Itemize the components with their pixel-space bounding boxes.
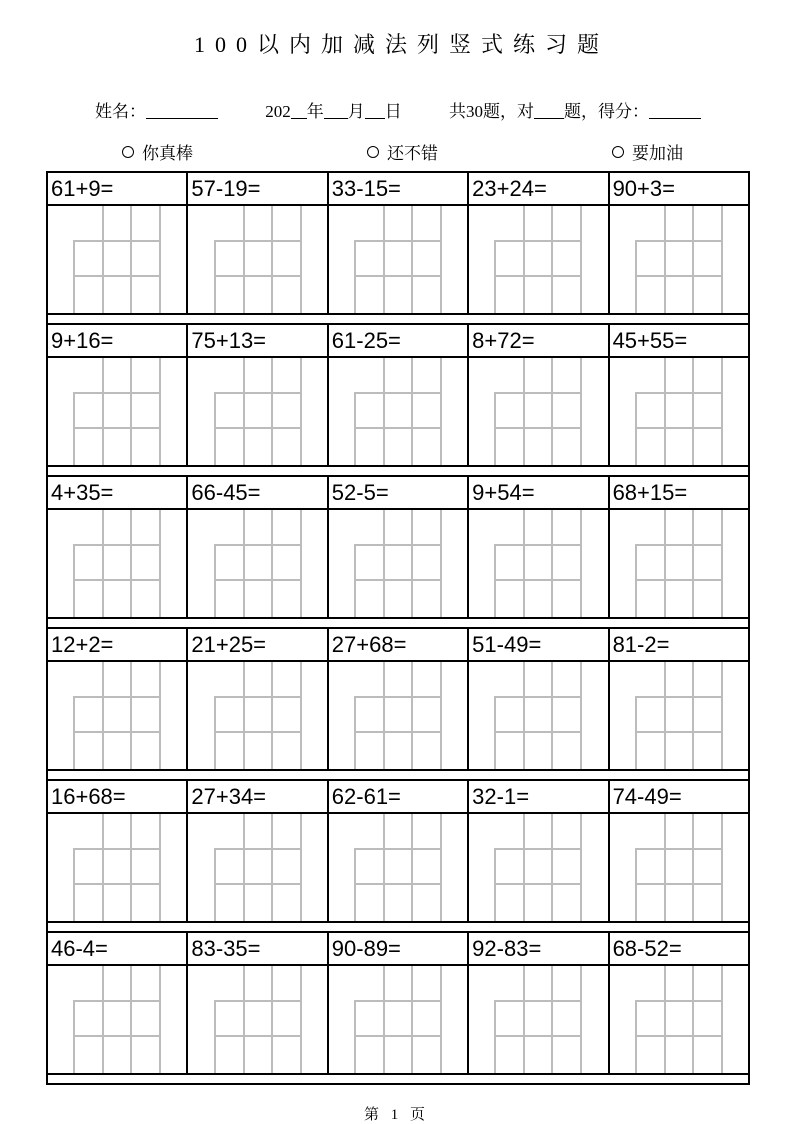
date-prefix: 202	[265, 102, 291, 121]
calc-grid	[73, 966, 161, 1073]
rating-label: 还不错	[387, 144, 438, 163]
correct-count-blank[interactable]	[534, 105, 564, 119]
calc-grid	[214, 358, 302, 465]
circle-icon[interactable]	[122, 146, 134, 158]
calc-grid	[73, 206, 161, 313]
answer-cell[interactable]	[609, 813, 749, 922]
answer-cell[interactable]	[609, 357, 749, 466]
count-prefix: 共30题，对	[449, 102, 534, 121]
answer-cell[interactable]	[468, 357, 608, 466]
count-suffix: 题，得分：	[564, 102, 649, 121]
problem-label: 21+25=	[187, 628, 327, 661]
answer-cell[interactable]	[328, 965, 468, 1074]
calc-grid	[494, 662, 582, 769]
problem-label: 27+34=	[187, 780, 327, 813]
answer-cell[interactable]	[187, 965, 327, 1074]
problem-label: 23+24=	[468, 172, 608, 205]
row-spacer	[47, 618, 749, 628]
problem-label: 62-61=	[328, 780, 468, 813]
calc-grid	[494, 814, 582, 921]
answer-cell[interactable]	[468, 509, 608, 618]
spacer-cell	[47, 1074, 749, 1084]
row-spacer	[47, 770, 749, 780]
answer-cell[interactable]	[187, 509, 327, 618]
month-blank[interactable]	[324, 105, 348, 119]
answer-cell[interactable]	[609, 205, 749, 314]
problem-label: 16+68=	[47, 780, 187, 813]
calc-grid	[354, 662, 442, 769]
rating-option-tryharder[interactable]	[612, 139, 683, 164]
calc-grid	[73, 358, 161, 465]
answer-cell[interactable]	[187, 357, 327, 466]
problem-label: 9+54=	[468, 476, 608, 509]
spacer-cell	[47, 770, 749, 780]
problem-label: 51-49=	[468, 628, 608, 661]
answer-cell[interactable]	[47, 661, 187, 770]
day-label: 日	[384, 102, 402, 121]
problem-label-row	[47, 628, 749, 661]
answer-cell[interactable]	[47, 205, 187, 314]
rating-label: 要加油	[632, 144, 683, 163]
problem-label: 45+55=	[609, 324, 749, 357]
spacer-cell	[47, 618, 749, 628]
rating-label: 你真棒	[142, 144, 193, 163]
calc-grid	[73, 662, 161, 769]
answer-cell[interactable]	[609, 661, 749, 770]
day-blank[interactable]	[365, 105, 385, 119]
problem-label: 9+16=	[47, 324, 187, 357]
problem-label: 75+13=	[187, 324, 327, 357]
answer-cell[interactable]	[468, 965, 608, 1074]
answer-cell[interactable]	[328, 661, 468, 770]
calc-grid	[214, 510, 302, 617]
answer-cell[interactable]	[47, 509, 187, 618]
calc-grid	[635, 510, 723, 617]
calc-grid	[214, 966, 302, 1073]
problem-label: 68-52=	[609, 932, 749, 965]
calc-grid	[214, 814, 302, 921]
page-number: 第 1 页	[363, 1107, 429, 1123]
meta-line	[95, 97, 701, 122]
answer-cell[interactable]	[47, 357, 187, 466]
calc-grid	[494, 966, 582, 1073]
calc-grid	[494, 510, 582, 617]
calc-grid	[635, 358, 723, 465]
calc-grid	[635, 814, 723, 921]
problem-label-row	[47, 476, 749, 509]
answer-cell[interactable]	[468, 813, 608, 922]
row-spacer	[47, 314, 749, 324]
calc-grid	[354, 966, 442, 1073]
answer-cell[interactable]	[609, 509, 749, 618]
problem-label-row	[47, 780, 749, 813]
problem-label: 46-4=	[47, 932, 187, 965]
problem-label: 4+35=	[47, 476, 187, 509]
problem-label-row	[47, 324, 749, 357]
problem-label: 90+3=	[609, 172, 749, 205]
calc-grid	[635, 966, 723, 1073]
score-field	[449, 97, 701, 122]
problem-label-row	[47, 172, 749, 205]
answer-cell[interactable]	[468, 205, 608, 314]
calc-grid	[635, 662, 723, 769]
calc-grid	[494, 358, 582, 465]
problem-label: 90-89=	[328, 932, 468, 965]
answer-cell[interactable]	[187, 813, 327, 922]
problem-label: 32-1=	[468, 780, 608, 813]
row-spacer	[47, 466, 749, 476]
calc-grid	[214, 662, 302, 769]
problem-label: 74-49=	[609, 780, 749, 813]
problem-label: 68+15=	[609, 476, 749, 509]
calc-grid	[494, 206, 582, 313]
answer-row	[47, 509, 749, 618]
problem-label: 52-5=	[328, 476, 468, 509]
spacer-cell	[47, 314, 749, 324]
problem-label: 92-83=	[468, 932, 608, 965]
answer-row	[47, 205, 749, 314]
problem-label: 33-15=	[328, 172, 468, 205]
problem-label: 27+68=	[328, 628, 468, 661]
calc-grid	[635, 206, 723, 313]
problems-table	[46, 171, 750, 1085]
answer-cell[interactable]	[328, 205, 468, 314]
answer-row	[47, 965, 749, 1074]
calc-grid	[354, 206, 442, 313]
answer-cell[interactable]	[328, 813, 468, 922]
name-blank[interactable]	[146, 105, 218, 119]
problem-label: 66-45=	[187, 476, 327, 509]
problem-label: 8+72=	[468, 324, 608, 357]
answer-cell[interactable]	[187, 661, 327, 770]
row-spacer	[47, 1074, 749, 1084]
rating-option-great[interactable]	[122, 139, 193, 164]
problem-label: 61-25=	[328, 324, 468, 357]
answer-cell[interactable]	[47, 965, 187, 1074]
problem-label: 57-19=	[187, 172, 327, 205]
rating-line	[122, 139, 683, 164]
calc-grid	[214, 206, 302, 313]
answer-cell[interactable]	[187, 205, 327, 314]
score-blank[interactable]	[649, 105, 701, 119]
answer-row	[47, 661, 749, 770]
calc-grid	[354, 358, 442, 465]
rating-option-ok[interactable]	[367, 139, 438, 164]
calc-grid	[354, 510, 442, 617]
row-spacer	[47, 922, 749, 932]
answer-cell[interactable]	[47, 813, 187, 922]
answer-row	[47, 357, 749, 466]
date-field	[265, 97, 402, 122]
page-title: 100以内加减法列竖式练习题	[193, 32, 609, 57]
year-blank[interactable]	[291, 105, 307, 119]
calc-grid	[73, 510, 161, 617]
answer-cell[interactable]	[609, 965, 749, 1074]
problem-label-row	[47, 932, 749, 965]
month-label: 月	[347, 102, 365, 121]
answer-row	[47, 813, 749, 922]
answer-cell[interactable]	[328, 509, 468, 618]
answer-cell[interactable]	[468, 661, 608, 770]
problem-label: 83-35=	[187, 932, 327, 965]
problem-label: 61+9=	[47, 172, 187, 205]
circle-icon[interactable]	[612, 146, 624, 158]
calc-grid	[73, 814, 161, 921]
spacer-cell	[47, 922, 749, 932]
spacer-cell	[47, 466, 749, 476]
year-label: 年	[306, 102, 324, 121]
circle-icon[interactable]	[367, 146, 379, 158]
problem-label: 81-2=	[609, 628, 749, 661]
name-label: 姓名：	[95, 102, 146, 121]
calc-grid	[354, 814, 442, 921]
answer-cell[interactable]	[328, 357, 468, 466]
name-field	[95, 97, 218, 122]
problem-label: 12+2=	[47, 628, 187, 661]
